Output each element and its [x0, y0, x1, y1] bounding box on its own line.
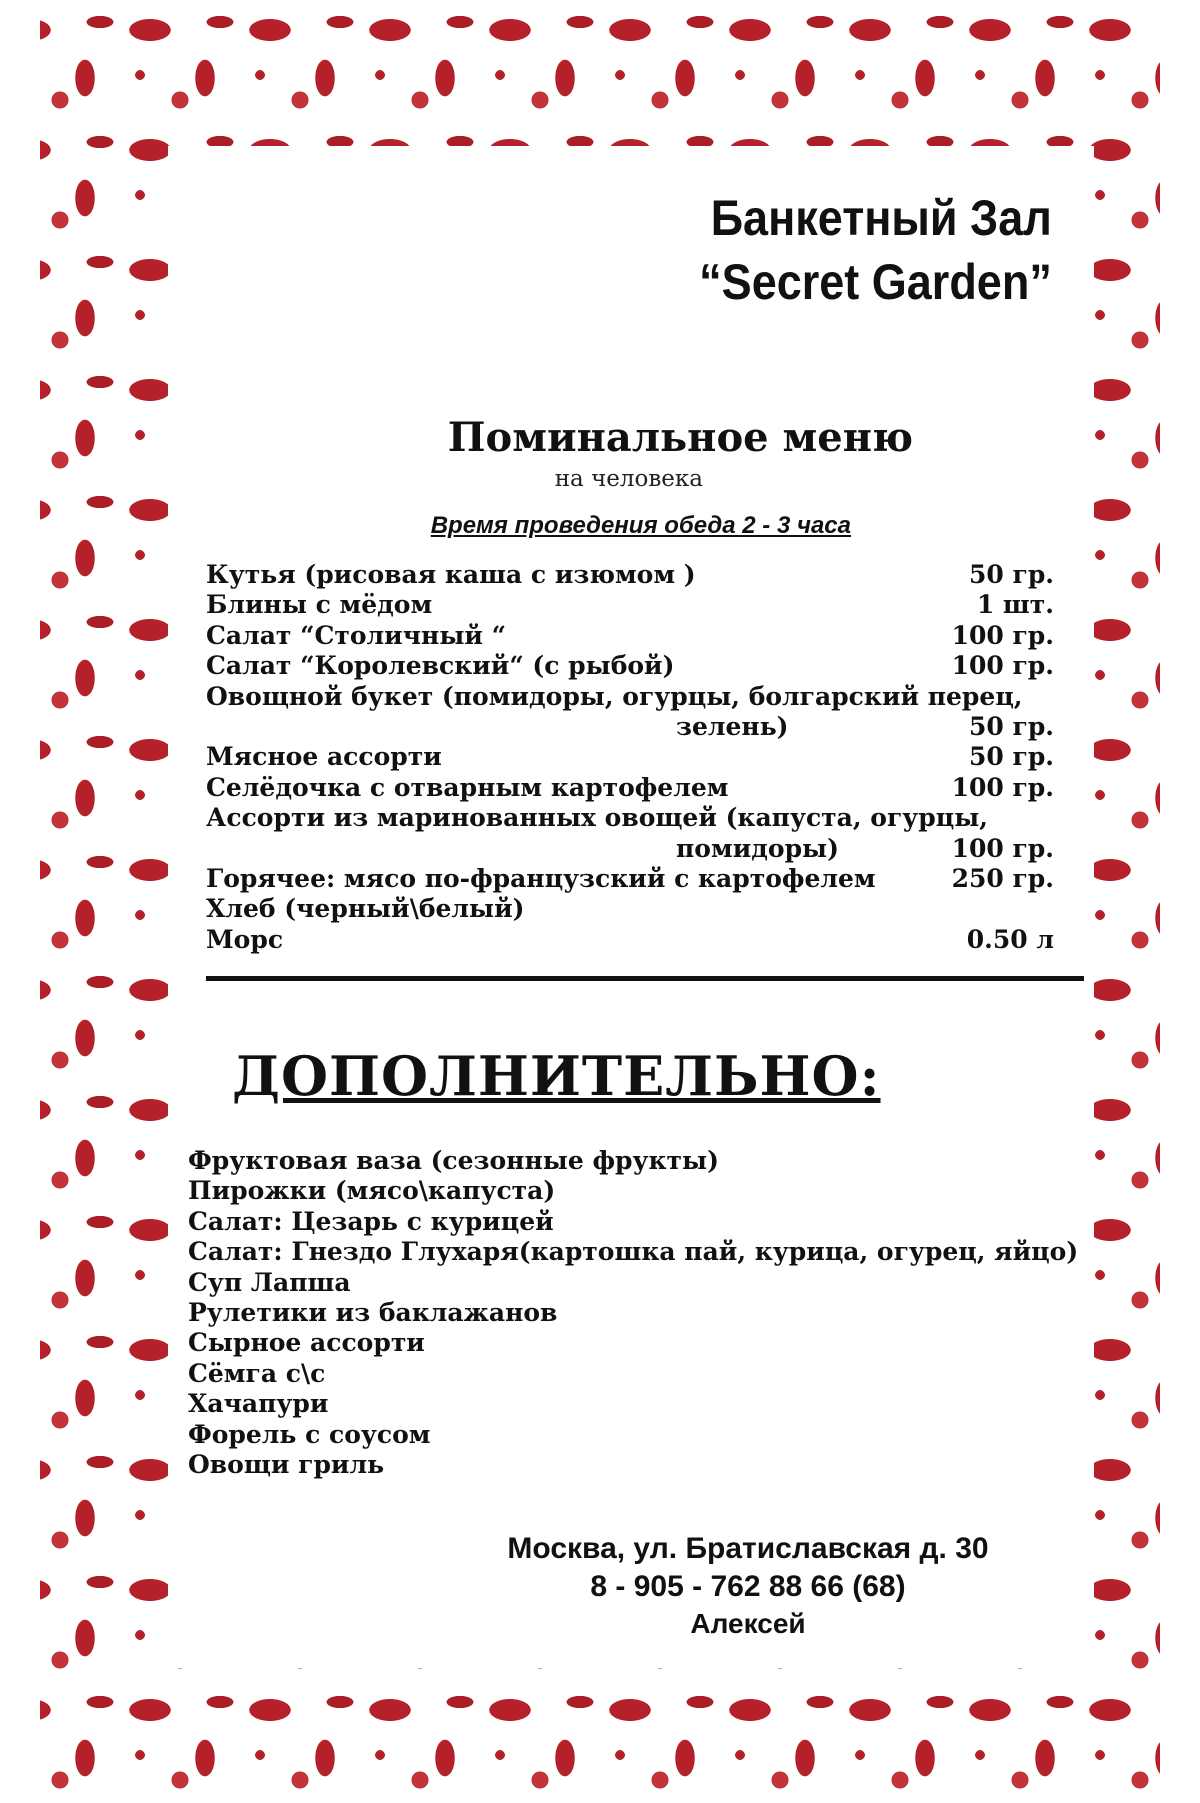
page-edge-right [1160, 0, 1200, 1803]
menu-paper [168, 146, 1094, 1668]
menu-item-qty: 250 гр. [951, 863, 1054, 893]
menu-item-row [206, 803, 1054, 833]
menu-item-name: Салат “Королевский“ (с рыбой) [206, 651, 675, 681]
menu-item-qty: 50 гр. [969, 711, 1054, 741]
extras-item: Сёмга с\с [188, 1358, 326, 1388]
menu-item-name: Селёдочка с отварным картофелем [206, 772, 729, 802]
contact-person: Алексей [690, 1608, 806, 1639]
menu-item-name: помидоры) [676, 833, 839, 863]
extras-item: Овощи гриль [188, 1449, 385, 1479]
extras-item: Фруктовая ваза (сезонные фрукты) [188, 1146, 719, 1175]
extras-item: Пирожки (мясо\капуста) [188, 1176, 556, 1206]
menu-item-row [206, 651, 1054, 681]
menu-item-row [206, 712, 1054, 742]
menu-item-row [206, 621, 1054, 651]
extras-list [188, 1146, 1088, 1480]
menu-item-name: Кутья (рисовая каша с изюмом ) [206, 560, 696, 589]
menu-title: Поминальное меню [447, 414, 913, 461]
extras-item: Салат: Гнездо Глухаря(картошка пай, курица, огурец, яйцо) [188, 1237, 1079, 1267]
contact-address: Москва, ул. Братиславская д. 30 [507, 1532, 989, 1565]
extras-item: Салат: Цезарь с курицей [188, 1206, 554, 1236]
menu-item-row [206, 682, 1054, 712]
menu-items-list [206, 560, 1054, 955]
hall-title-line2: “Secret Garden” [699, 254, 1052, 310]
menu-item-name: Блины с мёдом [206, 590, 433, 620]
menu-item-row [206, 590, 1054, 620]
menu-item-qty: 100 гр. [951, 833, 1054, 863]
section-divider [206, 976, 1084, 981]
menu-item-qty: 50 гр. [969, 560, 1054, 589]
menu-item-qty: 100 гр. [951, 772, 1054, 802]
hall-title [699, 186, 1052, 314]
menu-item-row [206, 925, 1054, 955]
menu-item-row [206, 894, 1054, 924]
menu-item-name: зелень) [676, 711, 789, 741]
extras-item: Рулетики из баклажанов [188, 1297, 558, 1327]
menu-item-row [206, 742, 1054, 772]
menu-item-name: Овощной букет (помидоры, огурцы, болгарский перец, [206, 681, 1023, 711]
menu-item-row [206, 834, 1054, 864]
extras-item: Форель с соусом [188, 1419, 431, 1449]
menu-subtitle: на человека [554, 466, 703, 492]
menu-item-name: Салат “Столичный “ [206, 620, 507, 650]
menu-item-name: Морс [206, 924, 284, 954]
menu-item-name: Хлеб (черный\белый) [206, 894, 525, 924]
menu-item-row [206, 864, 1054, 894]
menu-time-note: Время проведения обеда 2 - 3 часа [430, 512, 851, 539]
extras-title: ДОПОЛНИТЕЛЬНО: [232, 1044, 881, 1108]
menu-item-row [206, 773, 1054, 803]
contacts-block [168, 1530, 1068, 1642]
contact-phone: 8 - 905 - 762 88 66 (68) [590, 1570, 906, 1603]
hall-title-line1: Банкетный Зал [710, 190, 1052, 246]
menu-item-qty: 0.50 л [966, 924, 1054, 954]
menu-item-name: Мясное ассорти [206, 742, 442, 772]
page-edge-left [0, 0, 40, 1803]
menu-item-qty: 100 гр. [951, 651, 1054, 681]
menu-item-name: Ассорти из маринованных овощей (капуста, огурцы, [206, 803, 988, 833]
menu-item-qty: 1 шт. [976, 590, 1054, 620]
extras-item: Сырное ассорти [188, 1328, 425, 1358]
menu-item-row [206, 560, 1054, 590]
menu-item-qty: 100 гр. [951, 620, 1054, 650]
extras-item: Суп Лапша [188, 1267, 351, 1297]
menu-item-qty: 50 гр. [969, 742, 1054, 772]
extras-item: Хачапури [188, 1389, 329, 1419]
menu-item-name: Горячее: мясо по-французский с картофелем [206, 863, 876, 893]
